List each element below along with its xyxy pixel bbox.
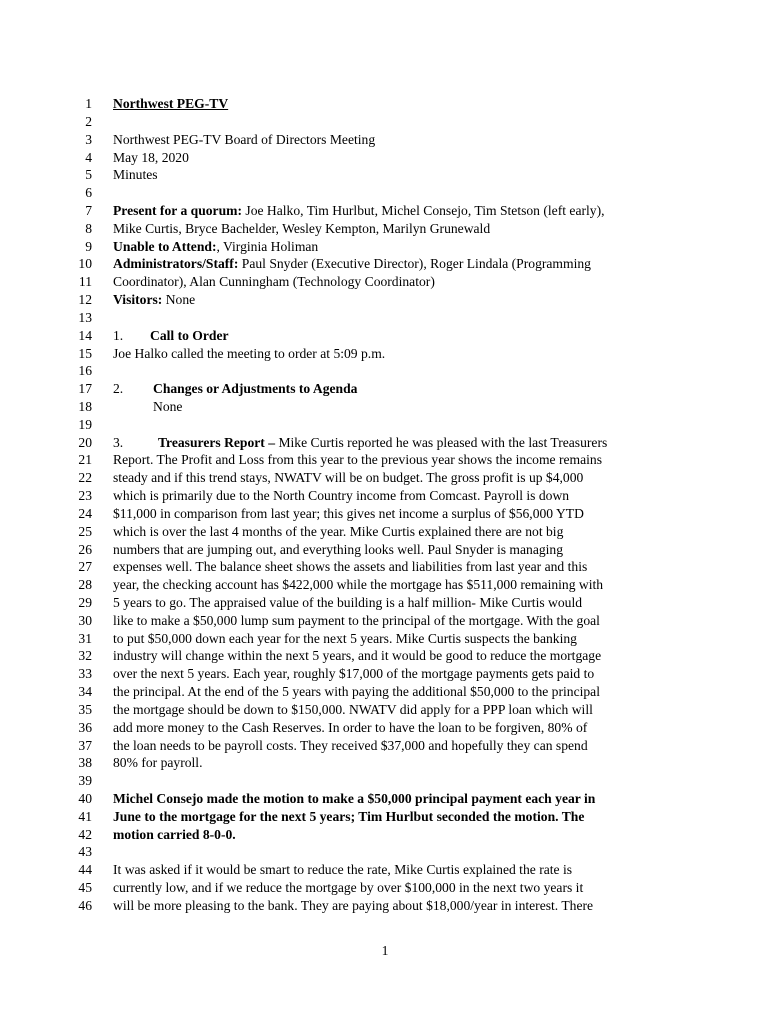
line-text xyxy=(113,594,582,612)
document-line xyxy=(0,808,770,826)
line-number: 10 xyxy=(78,256,92,272)
document-line xyxy=(0,630,770,648)
line-text xyxy=(113,665,594,683)
document-line xyxy=(0,416,770,434)
line-text xyxy=(113,202,605,220)
line-text xyxy=(113,291,195,309)
line-text xyxy=(113,166,158,184)
bold-text: motion carried 8-0-0. xyxy=(113,826,236,842)
line-text xyxy=(113,576,603,594)
document-line xyxy=(0,202,770,220)
line-number: 46 xyxy=(78,897,92,913)
document-line xyxy=(0,487,770,505)
bold-text: Michel Consejo made the motion to make a $50,000 principal payment each year in xyxy=(113,791,596,806)
document-line xyxy=(0,897,770,915)
document-line xyxy=(0,701,770,719)
line-number: 30 xyxy=(78,612,92,628)
document-line xyxy=(0,95,770,113)
line-text xyxy=(113,149,189,167)
text-run: like to make a $50,000 lump sum payment to the principal of the mortgage. With the goal xyxy=(113,612,600,628)
document-line xyxy=(0,327,770,345)
line-text xyxy=(113,131,375,149)
text-run: the mortgage should be down to $150,000. NWATV did apply for a PPP loan which will xyxy=(113,701,593,717)
text-run: which is over the last 4 months of the year. Mike Curtis explained there are not big xyxy=(113,523,564,539)
page-number: 1 xyxy=(381,943,389,958)
document-line xyxy=(0,184,770,202)
document-heading: Northwest PEG-TV xyxy=(113,96,229,111)
line-number: 15 xyxy=(78,345,92,361)
document-line xyxy=(0,594,770,612)
bold-text: Unable to Attend: xyxy=(113,238,217,254)
line-text xyxy=(113,487,569,505)
document-line xyxy=(0,345,770,363)
bold-text: Call to Order xyxy=(150,327,229,343)
line-text xyxy=(113,273,435,291)
document-line xyxy=(0,719,770,737)
text-run: to put $50,000 down each year for the next 5 years. Mike Curtis suspects the banking xyxy=(113,630,577,646)
text-run: the principal. At the end of the 5 years with paying the additional $50,000 to the principal xyxy=(113,684,600,700)
text-run: 80% for payroll. xyxy=(113,755,203,771)
line-text xyxy=(113,380,357,398)
line-number: 18 xyxy=(78,398,92,414)
line-text xyxy=(113,327,229,345)
document-line xyxy=(0,772,770,790)
line-number: 13 xyxy=(78,309,92,325)
document-line xyxy=(0,398,770,416)
line-number: 26 xyxy=(78,541,92,557)
document-line xyxy=(0,220,770,238)
text-run: industry will change within the next 5 years, and it would be good to reduce the mortgage xyxy=(113,648,602,664)
line-text xyxy=(113,220,490,238)
document-line xyxy=(0,523,770,541)
document-line xyxy=(0,291,770,309)
line-number: 7 xyxy=(85,202,92,218)
document-line xyxy=(0,238,770,256)
line-number: 32 xyxy=(78,648,92,664)
text-run: numbers that are jumping out, and everything looks well. Paul Snyder is managing xyxy=(113,541,564,557)
text-run: Coordinator), Alan Cunningham (Technology Coordinator) xyxy=(113,274,435,290)
document-line xyxy=(0,737,770,755)
document-line xyxy=(0,434,770,452)
document-line xyxy=(0,647,770,665)
bold-text: Changes or Adjustments to Agenda xyxy=(153,381,358,397)
text-run: Northwest PEG-TV Board of Directors Meeting xyxy=(113,131,376,147)
text-run: will be more pleasing to the bank. They are paying about $18,000/year in interest. There xyxy=(113,897,594,913)
line-number: 24 xyxy=(78,505,92,521)
document-line xyxy=(0,861,770,879)
document-line xyxy=(0,576,770,594)
line-number: 16 xyxy=(78,363,92,379)
line-number: 1 xyxy=(85,96,92,111)
text-run: year, the checking account has $422,000 while the mortgage has $511,000 remaining with xyxy=(113,577,604,593)
section-number: 3. xyxy=(113,434,124,450)
text-run: May 18, 2020 xyxy=(113,149,189,165)
line-text xyxy=(113,612,600,630)
line-text xyxy=(113,754,202,772)
line-number: 21 xyxy=(78,452,92,468)
line-number: 11 xyxy=(78,274,92,290)
line-text xyxy=(113,808,584,826)
line-number: 6 xyxy=(85,185,92,201)
line-number: 36 xyxy=(78,719,92,735)
document-line xyxy=(0,273,770,291)
line-text xyxy=(113,255,591,273)
document-line xyxy=(0,255,770,273)
line-number: 39 xyxy=(78,773,92,789)
line-text xyxy=(113,558,587,576)
document-line xyxy=(0,612,770,630)
document-line xyxy=(0,131,770,149)
line-number: 29 xyxy=(78,595,92,610)
document-line xyxy=(0,380,770,398)
line-text xyxy=(113,737,588,755)
line-text xyxy=(113,523,563,541)
line-number: 42 xyxy=(78,826,92,842)
document-line xyxy=(0,309,770,327)
text-run: None xyxy=(153,398,183,414)
line-number: 20 xyxy=(78,434,92,450)
line-number: 33 xyxy=(78,666,92,682)
section-number: 1. xyxy=(113,327,124,343)
line-number: 37 xyxy=(78,737,92,753)
document-line xyxy=(0,362,770,380)
line-text xyxy=(113,879,583,897)
line-text xyxy=(113,683,600,701)
line-text xyxy=(113,345,385,363)
line-number: 27 xyxy=(78,559,92,575)
bold-text: Treasurers Report – xyxy=(158,434,276,450)
line-number: 8 xyxy=(85,220,92,236)
line-text xyxy=(113,95,228,113)
line-text xyxy=(113,647,601,665)
document-line xyxy=(0,451,770,469)
line-number: 4 xyxy=(85,149,92,165)
text-run: which is primarily due to the North Country income from Comcast. Payroll is down xyxy=(113,488,570,503)
line-text xyxy=(113,897,593,915)
text-run: It was asked if it would be smart to reduce the rate, Mike Curtis explained the rate is xyxy=(113,862,573,878)
line-text xyxy=(113,238,318,256)
bold-text: June to the mortgage for the next 5 years; Tim Hurlbut seconded the motion. The xyxy=(113,808,585,824)
line-number: 38 xyxy=(78,755,92,771)
document-line xyxy=(0,149,770,167)
line-number: 25 xyxy=(78,523,92,539)
line-text xyxy=(113,469,583,487)
line-text xyxy=(113,826,236,844)
line-number: 35 xyxy=(78,701,92,717)
text-run: currently low, and if we reduce the mortgage by over $100,000 in the next two years it xyxy=(113,880,584,896)
bold-text: Administrators/Staff: xyxy=(113,256,239,272)
document-line xyxy=(0,469,770,487)
line-number: 19 xyxy=(78,416,92,432)
line-number: 17 xyxy=(78,381,92,397)
line-number: 3 xyxy=(85,131,92,147)
bold-text: Present for a quorum: xyxy=(113,202,243,218)
text-run: Mike Curtis reported he was pleased with the last Treasurers xyxy=(275,434,608,450)
document-line xyxy=(0,879,770,897)
line-number: 2 xyxy=(85,113,92,129)
document-line xyxy=(0,113,770,131)
line-number: 31 xyxy=(78,630,92,646)
text-run: $11,000 in comparison from last year; this gives net income a surplus of $56,000 YTD xyxy=(113,505,584,521)
line-number: 34 xyxy=(78,684,92,700)
section-number: 2. xyxy=(113,381,124,397)
text-run: Paul Snyder (Executive Director), Roger Lindala (Programming xyxy=(238,256,591,272)
line-number: 45 xyxy=(78,880,92,896)
line-text xyxy=(113,719,587,737)
text-run: None xyxy=(162,292,196,307)
document-line xyxy=(0,166,770,184)
text-run: , Virginia Holiman xyxy=(216,238,319,254)
line-text xyxy=(113,505,584,523)
document-line xyxy=(0,790,770,808)
text-run: Minutes xyxy=(113,167,158,183)
text-run: steady and if this trend stays, NWATV will be on budget. The gross profit is up $4,000 xyxy=(113,470,584,486)
text-run: 5 years to go. The appraised value of the building is a half million- Mike Curtis would xyxy=(113,595,583,610)
line-number: 5 xyxy=(85,167,92,183)
line-text xyxy=(113,701,593,719)
document-line xyxy=(0,541,770,559)
line-number: 41 xyxy=(78,808,92,824)
line-number: 14 xyxy=(78,327,92,343)
document-line xyxy=(0,754,770,772)
text-run: Joe Halko, Tim Hurlbut, Michel Consejo, Tim Stetson (left early), xyxy=(242,202,605,218)
line-number: 40 xyxy=(78,791,92,806)
text-run: expenses well. The balance sheet shows the assets and liabilities from last year and this xyxy=(113,559,588,575)
line-number: 23 xyxy=(78,488,92,503)
bold-text xyxy=(113,96,228,111)
line-number: 12 xyxy=(78,292,92,307)
document-line xyxy=(0,843,770,861)
line-text xyxy=(113,541,563,559)
line-number: 44 xyxy=(78,862,92,878)
text-run: Mike Curtis, Bryce Bachelder, Wesley Kempton, Marilyn Grunewald xyxy=(113,220,491,236)
bold-text: Visitors: xyxy=(113,292,163,307)
document-line xyxy=(0,683,770,701)
document-line xyxy=(0,558,770,576)
line-text xyxy=(153,398,182,416)
document-line xyxy=(0,665,770,683)
text-run: Joe Halko called the meeting to order at 5:09 p.m. xyxy=(113,345,386,361)
document-line xyxy=(0,826,770,844)
line-number: 22 xyxy=(78,470,92,486)
line-text xyxy=(113,630,577,648)
line-text xyxy=(113,790,595,808)
line-number: 28 xyxy=(78,577,92,593)
text-run: over the next 5 years. Each year, roughly $17,000 of the mortgage payments gets paid to xyxy=(113,666,595,682)
line-number: 9 xyxy=(85,238,92,254)
line-text xyxy=(113,451,602,469)
text-run: Report. The Profit and Loss from this year to the previous year shows the income remains xyxy=(113,452,603,468)
text-run: add more money to the Cash Reserves. In order to have the loan to be forgiven, 80% of xyxy=(113,719,588,735)
line-text xyxy=(113,434,607,452)
document-line xyxy=(0,505,770,523)
line-text xyxy=(113,861,572,879)
line-number: 43 xyxy=(78,844,92,860)
text-run: the loan needs to be payroll costs. They received $37,000 and hopefully they can spend xyxy=(113,737,588,753)
